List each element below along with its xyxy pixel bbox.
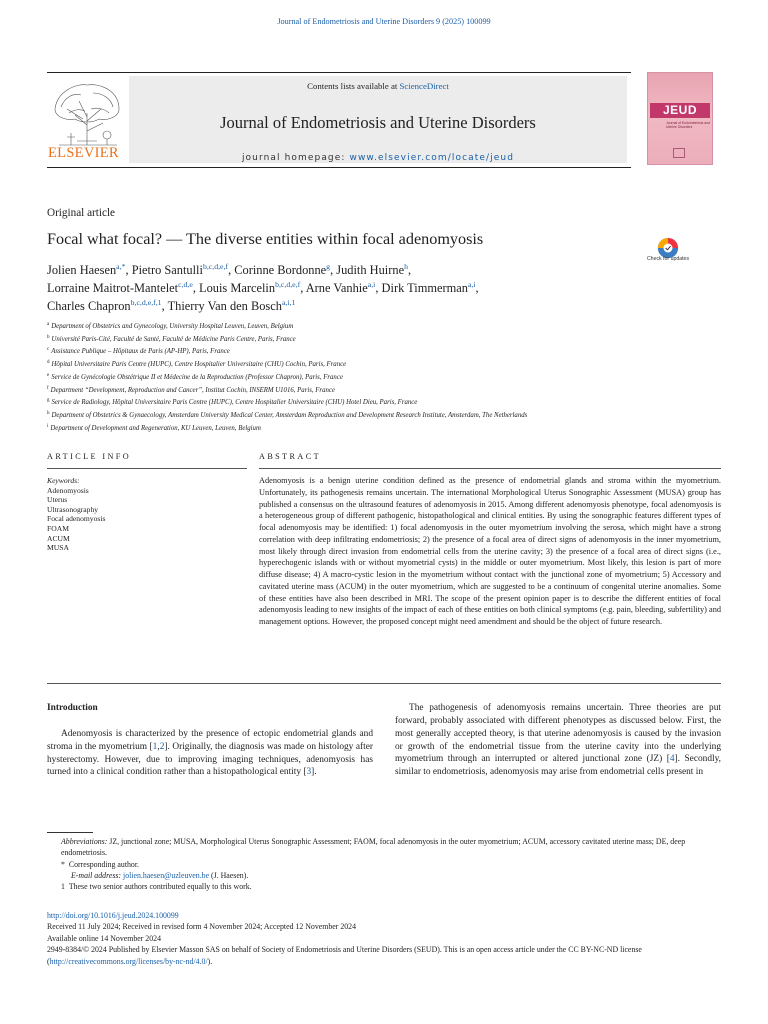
- email-label: E-mail address:: [71, 870, 122, 880]
- journal-title: Journal of Endometriosis and Uterine Disorders: [220, 113, 536, 132]
- abbreviations-footnote: [47, 836, 721, 859]
- author-separator: ,: [330, 263, 337, 277]
- author-separator: ,: [375, 281, 382, 295]
- author-separator: ,: [407, 263, 412, 277]
- footnotes-block: [47, 836, 721, 892]
- author-name[interactable]: Jolien Haesen: [47, 263, 117, 277]
- keywords-block: [47, 476, 247, 553]
- keyword-item: Adenomyosis: [47, 485, 89, 495]
- author-name[interactable]: Lorraine Maitrot-Mantelet: [47, 281, 179, 295]
- article-info-rule: [47, 468, 247, 469]
- affiliation-item: [47, 396, 727, 409]
- keyword-item: Focal adenomyosis: [47, 514, 106, 524]
- body-left-column: [47, 702, 373, 779]
- elsevier-logo[interactable]: [47, 79, 127, 165]
- affiliation-text: Service de Radiology, Hôpital Universitaire Paris Centre (HUPC), Centre Hospitalier Universitaire (CHU) Hotel Dieu, Paris, France: [51, 399, 418, 407]
- email-link[interactable]: jolien.haesen@uzleuven.be: [123, 870, 210, 880]
- citation-link[interactable]: 4: [669, 754, 675, 765]
- affiliation-letter: b: [47, 334, 50, 340]
- author-separator: ,: [125, 263, 132, 277]
- citation-link[interactable]: 1: [152, 741, 158, 752]
- affiliation-item: [47, 384, 727, 397]
- author-name[interactable]: Charles Chapron: [47, 299, 131, 313]
- elsevier-tree-icon: [47, 79, 127, 147]
- affiliation-text: Department “Development, Reproduction and Cancer”, Institut Cochin, INSERM U1016, Paris, France: [50, 386, 335, 394]
- author-affiliation-marks[interactable]: a,i,1: [281, 298, 296, 307]
- paragraph-text: ]. Originally, the diagnosis was made on histology after hysterectomy. However, due to improving imaging techniques, adenomyosis has turned into a clinical condition rather than a histopathological entity [: [47, 741, 373, 778]
- publication-info: [47, 910, 721, 967]
- received-dates: Received 11 July 2024; Received in revised form 4 November 2024; Accepted 12 November 2024: [47, 922, 357, 932]
- senior-authors-footnote: [47, 881, 721, 892]
- abstract-heading: ABSTRACT: [259, 452, 321, 461]
- corresponding-text: Corresponding author.: [68, 859, 139, 869]
- affiliation-item: [47, 422, 727, 435]
- copyright-close: ).: [207, 956, 213, 966]
- abstract-text: Adenomyosis is a benign uterine condition defined as the presence of endometrial glands and stroma within the myometrium. Unfortunately, its pathogenesis remains uncertain. The international Morphological Uterus Sonographic Assessment (MUSA) group has published a consensus on the ultrasound features of adenomyosis in 2015. Among different adenomyosis phenotype, focal adenomyosis is a heterogeneous group of different pathogenic, histopathological and clinical entities. By using the sonographic features different types of focal adenomyosis may be identified: 1) focal adenomyosis in the outer myometrium involving the serosa, which might have a strong correlation with deep infiltrating endometriosis; 2) the presence of a focal area of direct signs of adenomyosis in the inner myometrium, most likely through direct invasion from endometrial cells from the uterine cavity; 3) the presence of a focal area of direct signs (i.e., hyperechogenic islands with or without myometrial cysts) in the middle or outer myometrium. Most likely, this lesion is part of more diffuse disease; 4) A macro-cystic lesion in the myometrium without contact with the junctional zone of myometrium; 5) Accessory and cavitated uterine mass (ACUM) in the outer myometrium, which are suggested to be a continuum of congenital uterine anomalies. Some of these entities have also been described in MRI. The scope of the present opinion paper is to describe the different entities of focal adenomyosis leading to new insights of the impact of each of these entities on both clinical symptoms (e.g. pain, bleeding, subfertility) and management options. However, the proposed concept might need amendment and should be the object of future research.: [259, 476, 721, 626]
- keywords-label: Keywords:: [47, 476, 80, 485]
- footnote-mark: 1: [61, 882, 65, 892]
- affiliation-letter: g: [47, 398, 50, 404]
- affiliation-letter: c: [47, 347, 50, 353]
- paragraph-text: ]. Secondly, similar to endometriosis, adenomyosis may arise from endometrial cells present in: [395, 754, 721, 778]
- affiliation-item: [47, 345, 727, 358]
- affiliation-letter: d: [47, 360, 50, 366]
- affiliation-text: Department of Obstetrics and Gynecology, University Hospital Leuven, Leuven, Belgium: [51, 323, 294, 330]
- author-name[interactable]: Arne Vanhie: [305, 281, 368, 295]
- affiliation-item: [47, 409, 727, 422]
- citation-link[interactable]: 2: [159, 741, 165, 752]
- corresponding-footnote: [47, 859, 721, 870]
- author-affiliation-marks[interactable]: h: [404, 262, 408, 271]
- sciencedirect-link[interactable]: ScienceDirect: [399, 81, 449, 91]
- keyword-item: ACUM: [47, 533, 70, 543]
- paragraph-text: Adenomyosis is characterized by the presence of ectopic endometrial glands and stroma in the myometrium [: [47, 728, 373, 752]
- affiliation-item: [47, 320, 727, 333]
- body-paragraph: [395, 702, 721, 779]
- affiliation-letter: f: [47, 385, 49, 391]
- author-separator: ,: [475, 281, 479, 295]
- citation-separator: ,: [157, 741, 160, 752]
- affiliation-item: [47, 358, 727, 371]
- cover-logo-icon: [673, 148, 685, 158]
- journal-cover-thumbnail[interactable]: [647, 72, 713, 165]
- cover-text: Journal of Endometriosis and Uterine Disorders: [666, 121, 710, 129]
- affiliation-letter: h: [47, 410, 50, 416]
- author-affiliation-marks[interactable]: b,c,d,e,f: [275, 280, 301, 289]
- author-affiliation-marks[interactable]: a,i: [467, 280, 476, 289]
- journal-masthead: [47, 72, 631, 168]
- keyword-item: Ultrasonography: [47, 504, 99, 514]
- author-affiliation-marks[interactable]: a,*: [116, 262, 126, 271]
- affiliation-letter: a: [47, 322, 50, 327]
- author-separator: ,: [192, 281, 200, 295]
- article-type: Original article: [47, 207, 116, 219]
- author-name[interactable]: Dirk Timmerman: [381, 281, 468, 295]
- cover-badge: JEUD: [650, 103, 710, 118]
- journal-info-box: [129, 76, 627, 163]
- paragraph-text: ].: [311, 767, 317, 778]
- footnote-mark: *: [61, 859, 65, 869]
- author-separator: ,: [228, 263, 235, 277]
- contents-prefix: Contents lists available at: [307, 81, 400, 91]
- affiliation-item: [47, 371, 727, 384]
- doi-link[interactable]: http://doi.org/10.1016/j.jeud.2024.100099: [47, 911, 179, 920]
- footnote-rule: [47, 832, 93, 833]
- author-list: [47, 261, 617, 315]
- keyword-item: FOAM: [47, 523, 69, 533]
- contents-line: [129, 81, 627, 91]
- keyword-item: MUSA: [47, 543, 69, 553]
- affiliation-text: Hôpital Universitaire Paris Centre (HUPC), Centre Hospitalier Universitaire (CHU) Cochin, Paris, France: [51, 361, 347, 369]
- article-title: Focal what focal? — The diverse entities within focal adenomyosis: [47, 230, 484, 248]
- keyword-item: Uterus: [47, 495, 68, 505]
- author-affiliation-marks[interactable]: b,c,d,e,f,1: [130, 298, 162, 307]
- running-head[interactable]: Journal of Endometriosis and Uterine Disorders 9 (2025) 100099: [277, 17, 491, 26]
- abstract-bottom-rule: [47, 683, 721, 684]
- affiliation-text: Assistance Publique – Hôpitaux de Paris (AP-HP), Paris, France: [51, 348, 230, 356]
- homepage-link[interactable]: www.elsevier.com/locate/jeud: [349, 153, 515, 163]
- email-footnote: [47, 870, 721, 881]
- author-affiliation-marks[interactable]: b,c,d,e,f: [202, 262, 229, 271]
- affiliation-text: Department of Development and Regeneration, KU Leuven, Leuven, Belgium: [50, 424, 261, 432]
- affiliation-letter: i: [47, 423, 49, 429]
- author-name[interactable]: Pietro Santulli: [131, 263, 203, 277]
- affiliation-text: Service de Gynécologie Obstétrique II et Médecine de la Reproduction (Professor Chapron), Paris, France: [51, 373, 343, 381]
- introduction-heading: Introduction: [47, 703, 98, 713]
- author-separator: ,: [161, 299, 168, 313]
- senior-authors-text: These two senior authors contributed equally to this work.: [68, 882, 252, 892]
- crossmark-label[interactable]: Check for updates: [646, 256, 690, 262]
- affiliations-list: [47, 320, 727, 434]
- author-name[interactable]: Judith Huirne: [336, 263, 405, 277]
- abbreviations-text: JZ, junctional zone; MUSA, Morphological Uterus Sonographic Assessment; FAOM, focal adenomyosis in the outer myometrium; ACUM, accessory cavitated uterine mass; DE, deep endometriosis.: [61, 837, 686, 858]
- author-name[interactable]: Thierry Van den Bosch: [167, 299, 282, 313]
- author-affiliation-marks[interactable]: c,d,e: [178, 280, 193, 289]
- citation-link[interactable]: 3: [306, 767, 312, 778]
- affiliation-text: Université Paris-Cité, Faculté de Santé, Faculté de Médicine Paris Centre, Paris, France: [51, 335, 296, 343]
- paragraph-text: The pathogenesis of adenomyosis remains uncertain. Three theories are put forward, probably associated with different phenotypes as discussed below. First, the most generally accepted theory, is that uterine adenomyosis is caused by the invasion or growth of the endometrial tissue from the uterine cavity into the underlying myometrium through an interrupted or altered junctional zone (JZ) [: [395, 703, 721, 765]
- body-right-column: [395, 702, 721, 779]
- author-name[interactable]: Louis Marcelin: [199, 281, 276, 295]
- author-name[interactable]: Corinne Bordonne: [234, 263, 327, 277]
- affiliation-letter: e: [47, 372, 50, 378]
- available-online-date: Available online 14 November 2024: [47, 933, 161, 943]
- author-affiliation-marks[interactable]: a,i: [367, 280, 376, 289]
- crossmark-icon[interactable]: [650, 236, 686, 270]
- author-affiliation-marks[interactable]: g: [326, 262, 331, 271]
- homepage-prefix: journal homepage:: [241, 153, 350, 163]
- author-separator: ,: [300, 281, 306, 295]
- affiliation-item: [47, 333, 727, 346]
- abstract-rule: [259, 468, 721, 469]
- copyright-statement: [47, 944, 721, 967]
- article-info-heading: ARTICLE INFO: [47, 452, 132, 461]
- email-suffix: (J. Haesen).: [209, 870, 249, 880]
- homepage-line: [129, 153, 627, 163]
- elsevier-wordmark: ELSEVIER: [48, 145, 119, 161]
- affiliation-text: Department of Obstetrics & Gynaecology, Amsterdam University Medical Center, Amsterdam Reproduction and Development Research Institute, Amsterdam, The Netherlands: [51, 411, 528, 419]
- license-link[interactable]: http://creativecommons.org/licenses/by-nc-nd/4.0/: [49, 956, 208, 966]
- body-paragraph: [47, 728, 373, 779]
- copyright-text: 2949-8384/© 2024 Published by Elsevier Masson SAS on behalf of Society of Endometriosis and Uterine Disorders (SEUD). This is an open access article under the CC BY-NC-ND license (: [47, 945, 642, 966]
- abbreviations-label: Abbreviations:: [61, 837, 108, 846]
